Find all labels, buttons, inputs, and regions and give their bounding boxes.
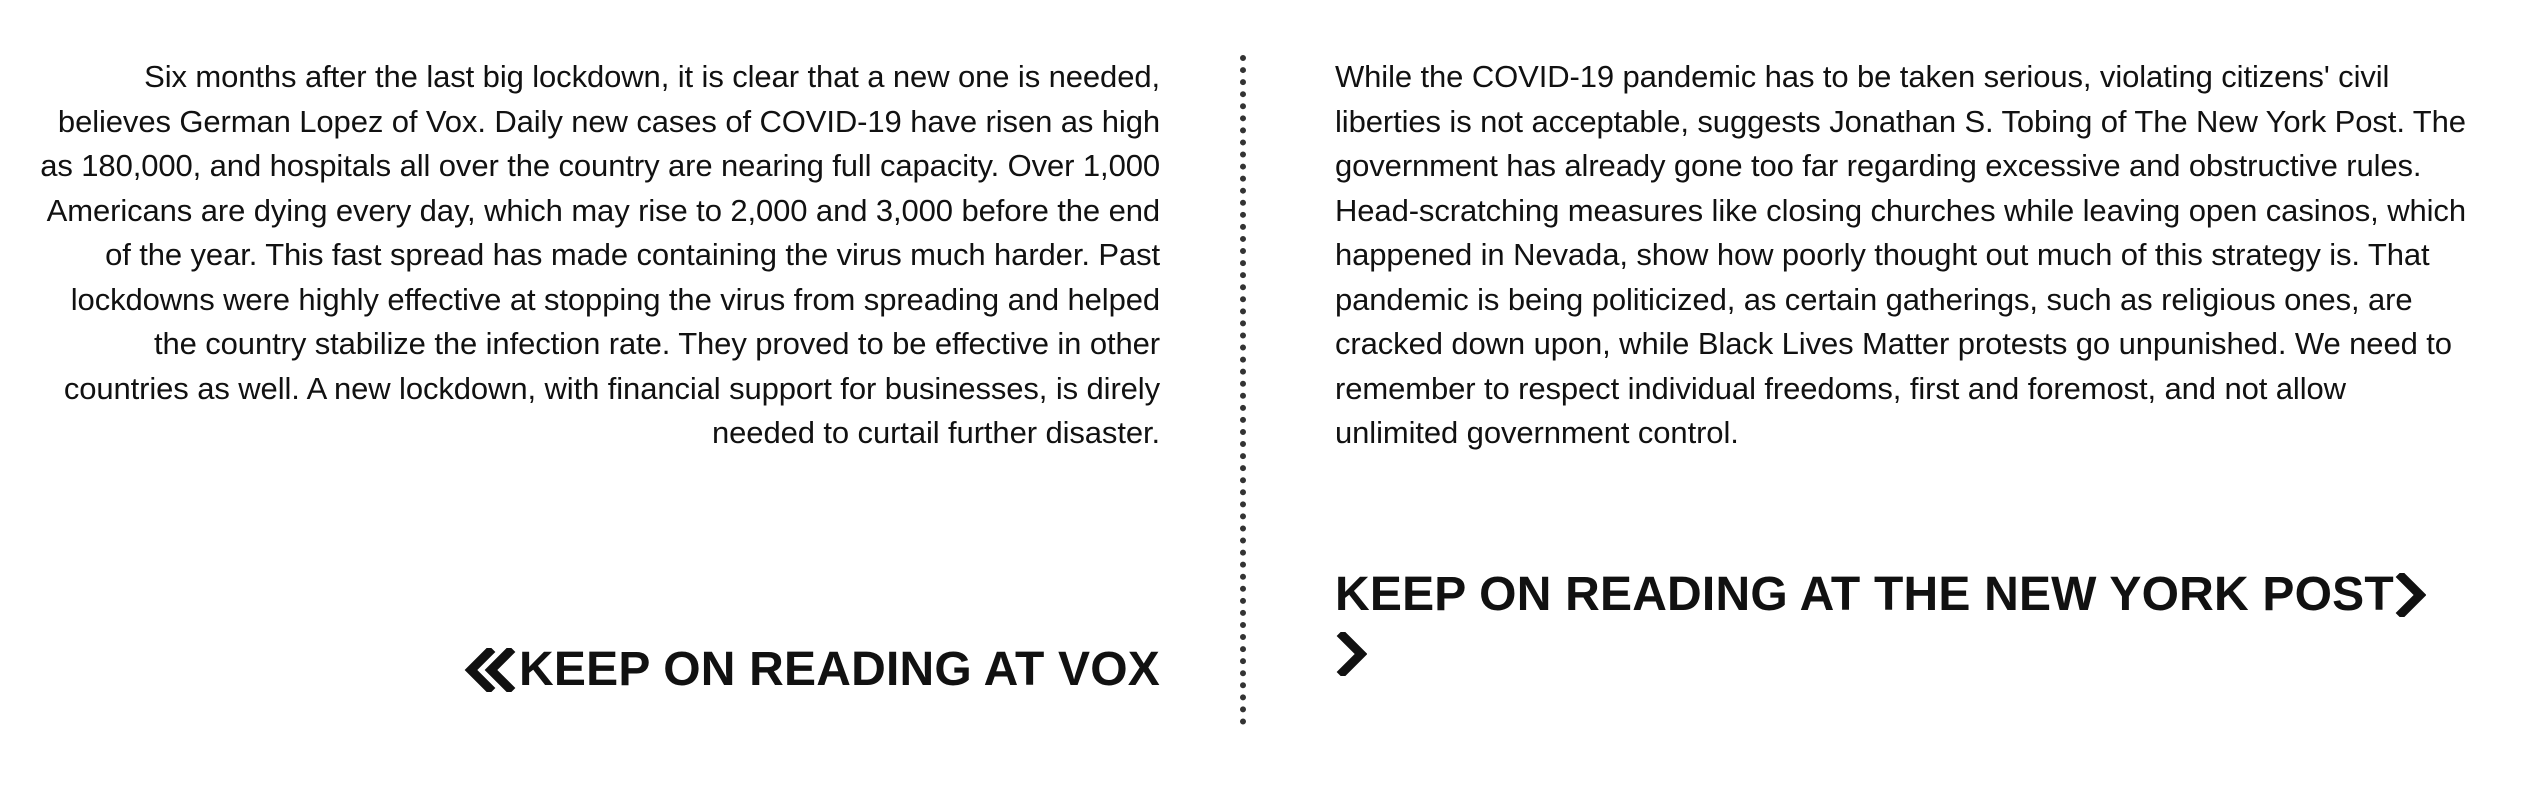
right-opinion-paragraph: While the COVID-19 pandemic has to be taken serious, violating citizens' civil liberties is not acceptable, suggests Jonathan S. Tobing of The New York Post. The government has already gone too far regarding excessive and obstructive rules. Head-scratching measures like closing churches while leaving open casinos, which happened in Nevada, show how poorly thought out much of this strategy is. That pandemic is being politicized, as certain gatherings, such as religious ones, are cracked down upon, while Black Lives Matter protests go unpunished. We need to remember to respect individual freedoms, first and foremost, and not allow unlimited government control. — [1335, 59, 2466, 450]
keep-reading-nypost-link[interactable] — [1335, 560, 2475, 678]
keep-reading-nypost-line — [1335, 560, 2475, 630]
keep-reading-nypost-line-2 — [1335, 630, 2475, 678]
left-opinion-column — [40, 55, 1160, 715]
chevron-right-icon — [2394, 571, 2426, 619]
keep-reading-vox-link[interactable] — [463, 635, 1160, 705]
keep-reading-nypost-label: KEEP ON READING AT THE NEW YORK POST — [1335, 568, 2394, 621]
left-opinion-paragraph: Six months after the last big lockdown, it is clear that a new one is needed, believes German Lopez of Vox. Daily new cases of COVID-19 have risen as high as 180,000, and hospitals all over the country are nearing full capacity. Over 1,000 Americans are dying every day, which may rise to 2,000 and 3,000 before the end of the year. This fast spread has made containing the virus much harder. Past lockdowns were highly effective at stopping the virus from spreading and helped the country stabilize the infection rate. They proved to be effective in other countries as well. A new lockdown, with financial support for businesses, is direly needed to curtail further disaster. — [40, 59, 1160, 450]
right-opinion-column — [1335, 55, 2475, 715]
chevron-right-icon-2 — [1335, 630, 1367, 678]
keep-reading-vox-label: KEEP ON READING AT VOX — [519, 643, 1160, 696]
column-divider — [1240, 55, 1246, 725]
double-chevron-left-icon — [463, 646, 519, 694]
